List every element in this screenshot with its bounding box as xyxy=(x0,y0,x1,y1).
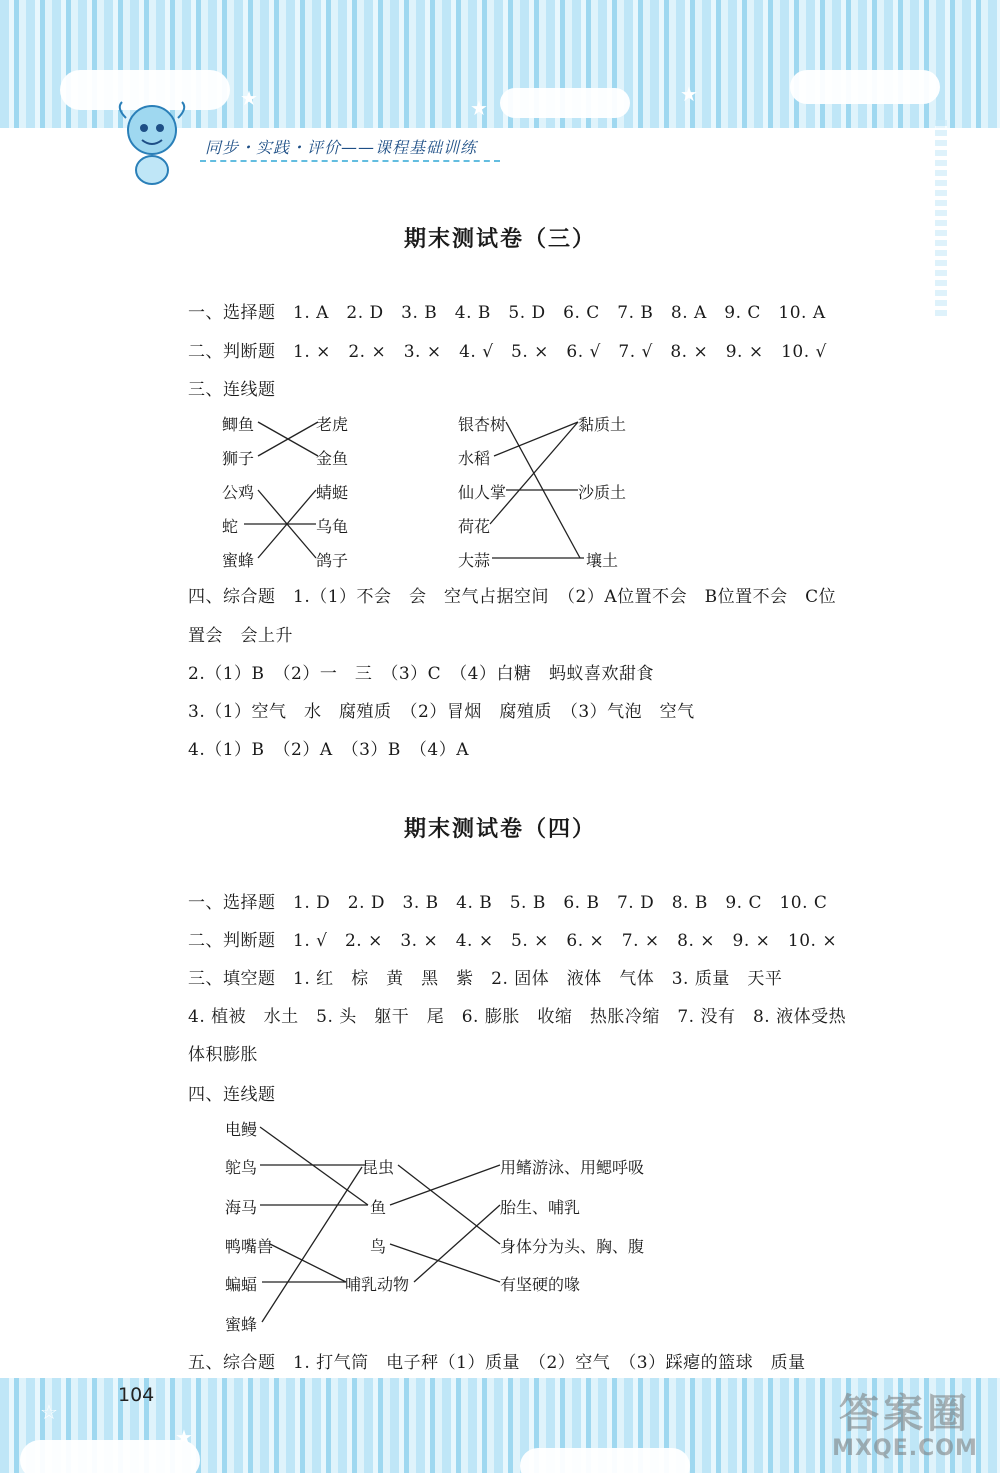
match-b-left-item: 水稻 xyxy=(458,449,491,468)
star-icon: ★ xyxy=(240,86,258,110)
test3-matching-heading: 三、连线题 xyxy=(188,380,276,400)
match-c-left-item: 蜜蜂 xyxy=(225,1315,258,1334)
star-icon: ★ xyxy=(470,96,488,120)
match-c-left-item: 鸭嘴兽 xyxy=(225,1237,274,1256)
match-a-right-item: 蜻蜓 xyxy=(316,483,349,502)
connector-line xyxy=(494,422,578,456)
match-a-left-item: 狮子 xyxy=(222,449,255,468)
match-b-left-item: 银杏树 xyxy=(458,415,507,434)
match-b-left-item: 仙人掌 xyxy=(458,483,507,502)
test4-fill-answers: 三、填空题 1. 红 棕 黄 黑 紫 2. 固体 液体 气体 3. 质量 天平 xyxy=(188,969,783,989)
match-a-right-item: 老虎 xyxy=(316,415,349,434)
match-a-left-item: 鲫鱼 xyxy=(222,415,255,434)
connector-line xyxy=(414,1205,500,1282)
match-b-left-item: 大蒜 xyxy=(458,551,491,570)
test3-comprehensive-line: 3.（1）空气 水 腐殖质 （2）冒烟 腐殖质 （3）气泡 空气 xyxy=(188,702,695,722)
match-c-middle-item: 鱼 xyxy=(370,1198,387,1217)
connector-line xyxy=(398,1165,500,1244)
match-a-right-item: 鸽子 xyxy=(316,551,349,570)
match-c-right-item: 胎生、哺乳 xyxy=(500,1198,581,1217)
test4-fill-answers: 体积膨胀 xyxy=(188,1045,258,1065)
watermark-url: MXQE.COM xyxy=(832,1436,978,1461)
match-c-middle-item: 鸟 xyxy=(370,1237,387,1256)
match-a-right-item: 金鱼 xyxy=(316,449,349,468)
connector-line xyxy=(490,422,578,524)
test3-comprehensive-line: 置会 会上升 xyxy=(188,626,293,646)
test3-comprehensive-line: 四、综合题 1.（1）不会 会 空气占据空间 （2）A位置不会 B位置不会 C位 xyxy=(188,587,837,607)
match-b-left-item: 荷花 xyxy=(458,517,491,536)
test3-title: 期末测试卷（三） xyxy=(403,227,596,252)
test4-judge-answers: 二、判断题 1. √ 2. × 3. × 4. × 5. × 6. × 7. × 8. × 9. × 10. × xyxy=(188,931,838,951)
match-b-right-item: 壤土 xyxy=(586,551,619,570)
connector-line xyxy=(390,1244,500,1282)
cloud-decoration xyxy=(520,1448,690,1484)
match-c-right-item: 用鳍游泳、用鳃呼吸 xyxy=(500,1158,645,1177)
star-icon: ☆ xyxy=(40,1400,58,1424)
match-c-left-item: 海马 xyxy=(225,1198,258,1217)
match-c-middle-item: 昆虫 xyxy=(362,1158,395,1177)
connector-line xyxy=(262,1167,362,1322)
match-a-left-item: 公鸡 xyxy=(222,483,255,502)
match-a-left-item: 蜜蜂 xyxy=(222,551,255,570)
test4-comprehensive-line: 五、综合题 1. 打气筒 电子秤（1）质量 （2）空气 （3）踩瘪的篮球 质量 xyxy=(188,1353,806,1373)
test3-comprehensive-line: 2.（1）B （2）一 三 （3）C （4）白糖 蚂蚁喜欢甜食 xyxy=(188,664,654,684)
match-a-right-item: 乌龟 xyxy=(316,517,349,536)
match-a-left-item: 蛇 xyxy=(222,517,239,536)
match-c-left-item: 鸵鸟 xyxy=(225,1158,258,1177)
star-icon: ★ xyxy=(680,82,698,106)
match-c-middle-item: 哺乳动物 xyxy=(345,1275,410,1294)
match-b-right-item: 沙质土 xyxy=(578,483,627,502)
star-icon: ★ xyxy=(175,1425,193,1449)
connector-line xyxy=(260,1127,368,1205)
cloud-decoration xyxy=(20,1440,200,1480)
match-b-right-item: 黏质土 xyxy=(578,415,627,434)
series-title: 同步・实践・评价——课程基础训练 xyxy=(205,138,478,157)
test4-title: 期末测试卷（四） xyxy=(403,817,596,842)
watermark-logo xyxy=(820,1392,990,1462)
match-c-left-item: 电鳗 xyxy=(225,1120,258,1139)
test4-fill-answers: 4. 植被 水土 5. 头 躯干 尾 6. 膨胀 收缩 热胀冷缩 7. 没有 8. 液体受热 xyxy=(188,1007,847,1027)
watermark-text: 答案圈 xyxy=(839,1391,971,1437)
match-c-right-item: 身体分为头、胸、腹 xyxy=(500,1237,645,1256)
page-number: 104 xyxy=(118,1384,155,1406)
test3-choice-answers: 一、选择题 1. A 2. D 3. B 4. B 5. D 6. C 7. B 8. A 9. C 10. A xyxy=(188,303,826,323)
match-c-right-item: 有坚硬的喙 xyxy=(500,1275,581,1294)
test3-judge-answers: 二、判断题 1. × 2. × 3. × 4. √ 5. × 6. √ 7. √ 8. × 9. × 10. √ xyxy=(188,342,827,362)
test3-comprehensive-line: 4.（1）B （2）A （3）B （4）A xyxy=(188,740,470,760)
test4-matching-heading: 四、连线题 xyxy=(188,1085,276,1105)
match-c-left-item: 蝙蝠 xyxy=(225,1275,258,1294)
test4-choice-answers: 一、选择题 1. D 2. D 3. B 4. B 5. B 6. B 7. D 8. B 9. C 10. C xyxy=(188,893,828,913)
